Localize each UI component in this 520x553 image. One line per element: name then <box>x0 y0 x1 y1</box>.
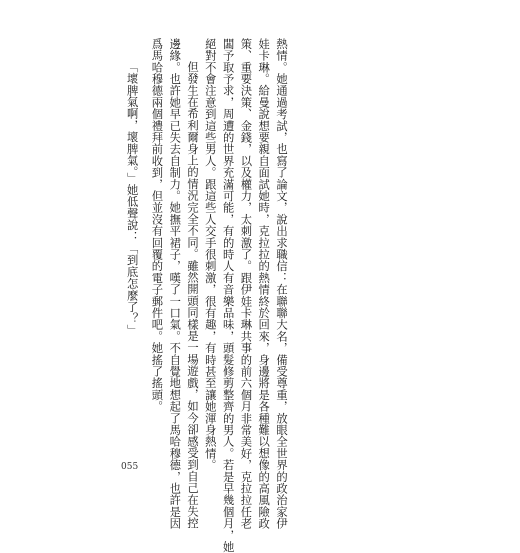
text-column: 「壞脾氣啊，壞脾氣。」她低聲說：「到底怎麼了？」 <box>125 61 139 337</box>
text-column: 爲馬哈穆德兩個禮拜前收到，但並沒有回覆的電子郵件吧。她搖了搖頭。 <box>150 38 164 413</box>
text-column: 但發生在希利爾身上的情況完全不同。雖然開頭同樣是一場遊戲，如今卻感受到自己在失控 <box>186 61 200 529</box>
text-column: 闆予取予求，周遭的世界充滿可能，有的時人有音樂品味，頭髮修剪整齊的男人。若是早幾個月，她 <box>221 38 235 553</box>
text-column: 邊緣。也許她早已失去自制力。她撫平裙子，嘆了一口氣。不自覺地想起了馬哈穆德，也許是因 <box>168 38 182 530</box>
page-number: 055 <box>121 462 139 472</box>
text-column: 熱情。她通過考試，也寫了論文，說出求職信：在聯聯大名，備受尊重，放眼全世界的政治家伊 <box>275 38 288 530</box>
body-text <box>126 38 288 553</box>
text-column: 娃卡琳。給曼說想要親自面試她時，克拉拉的熱情終於回來，身邊將是各種難以想像的高風險政 <box>257 38 271 530</box>
text-column: 策、重要決策、金錢，以及權力，太刺激了。跟伊娃卡琳共事的前六個月非常美好，克拉拉任老 <box>239 38 253 530</box>
text-column: 絕對不會注意到這些男人。跟這些人交手很刺激，很有趣，有時甚至讓她渾身熱情。 <box>203 38 217 471</box>
